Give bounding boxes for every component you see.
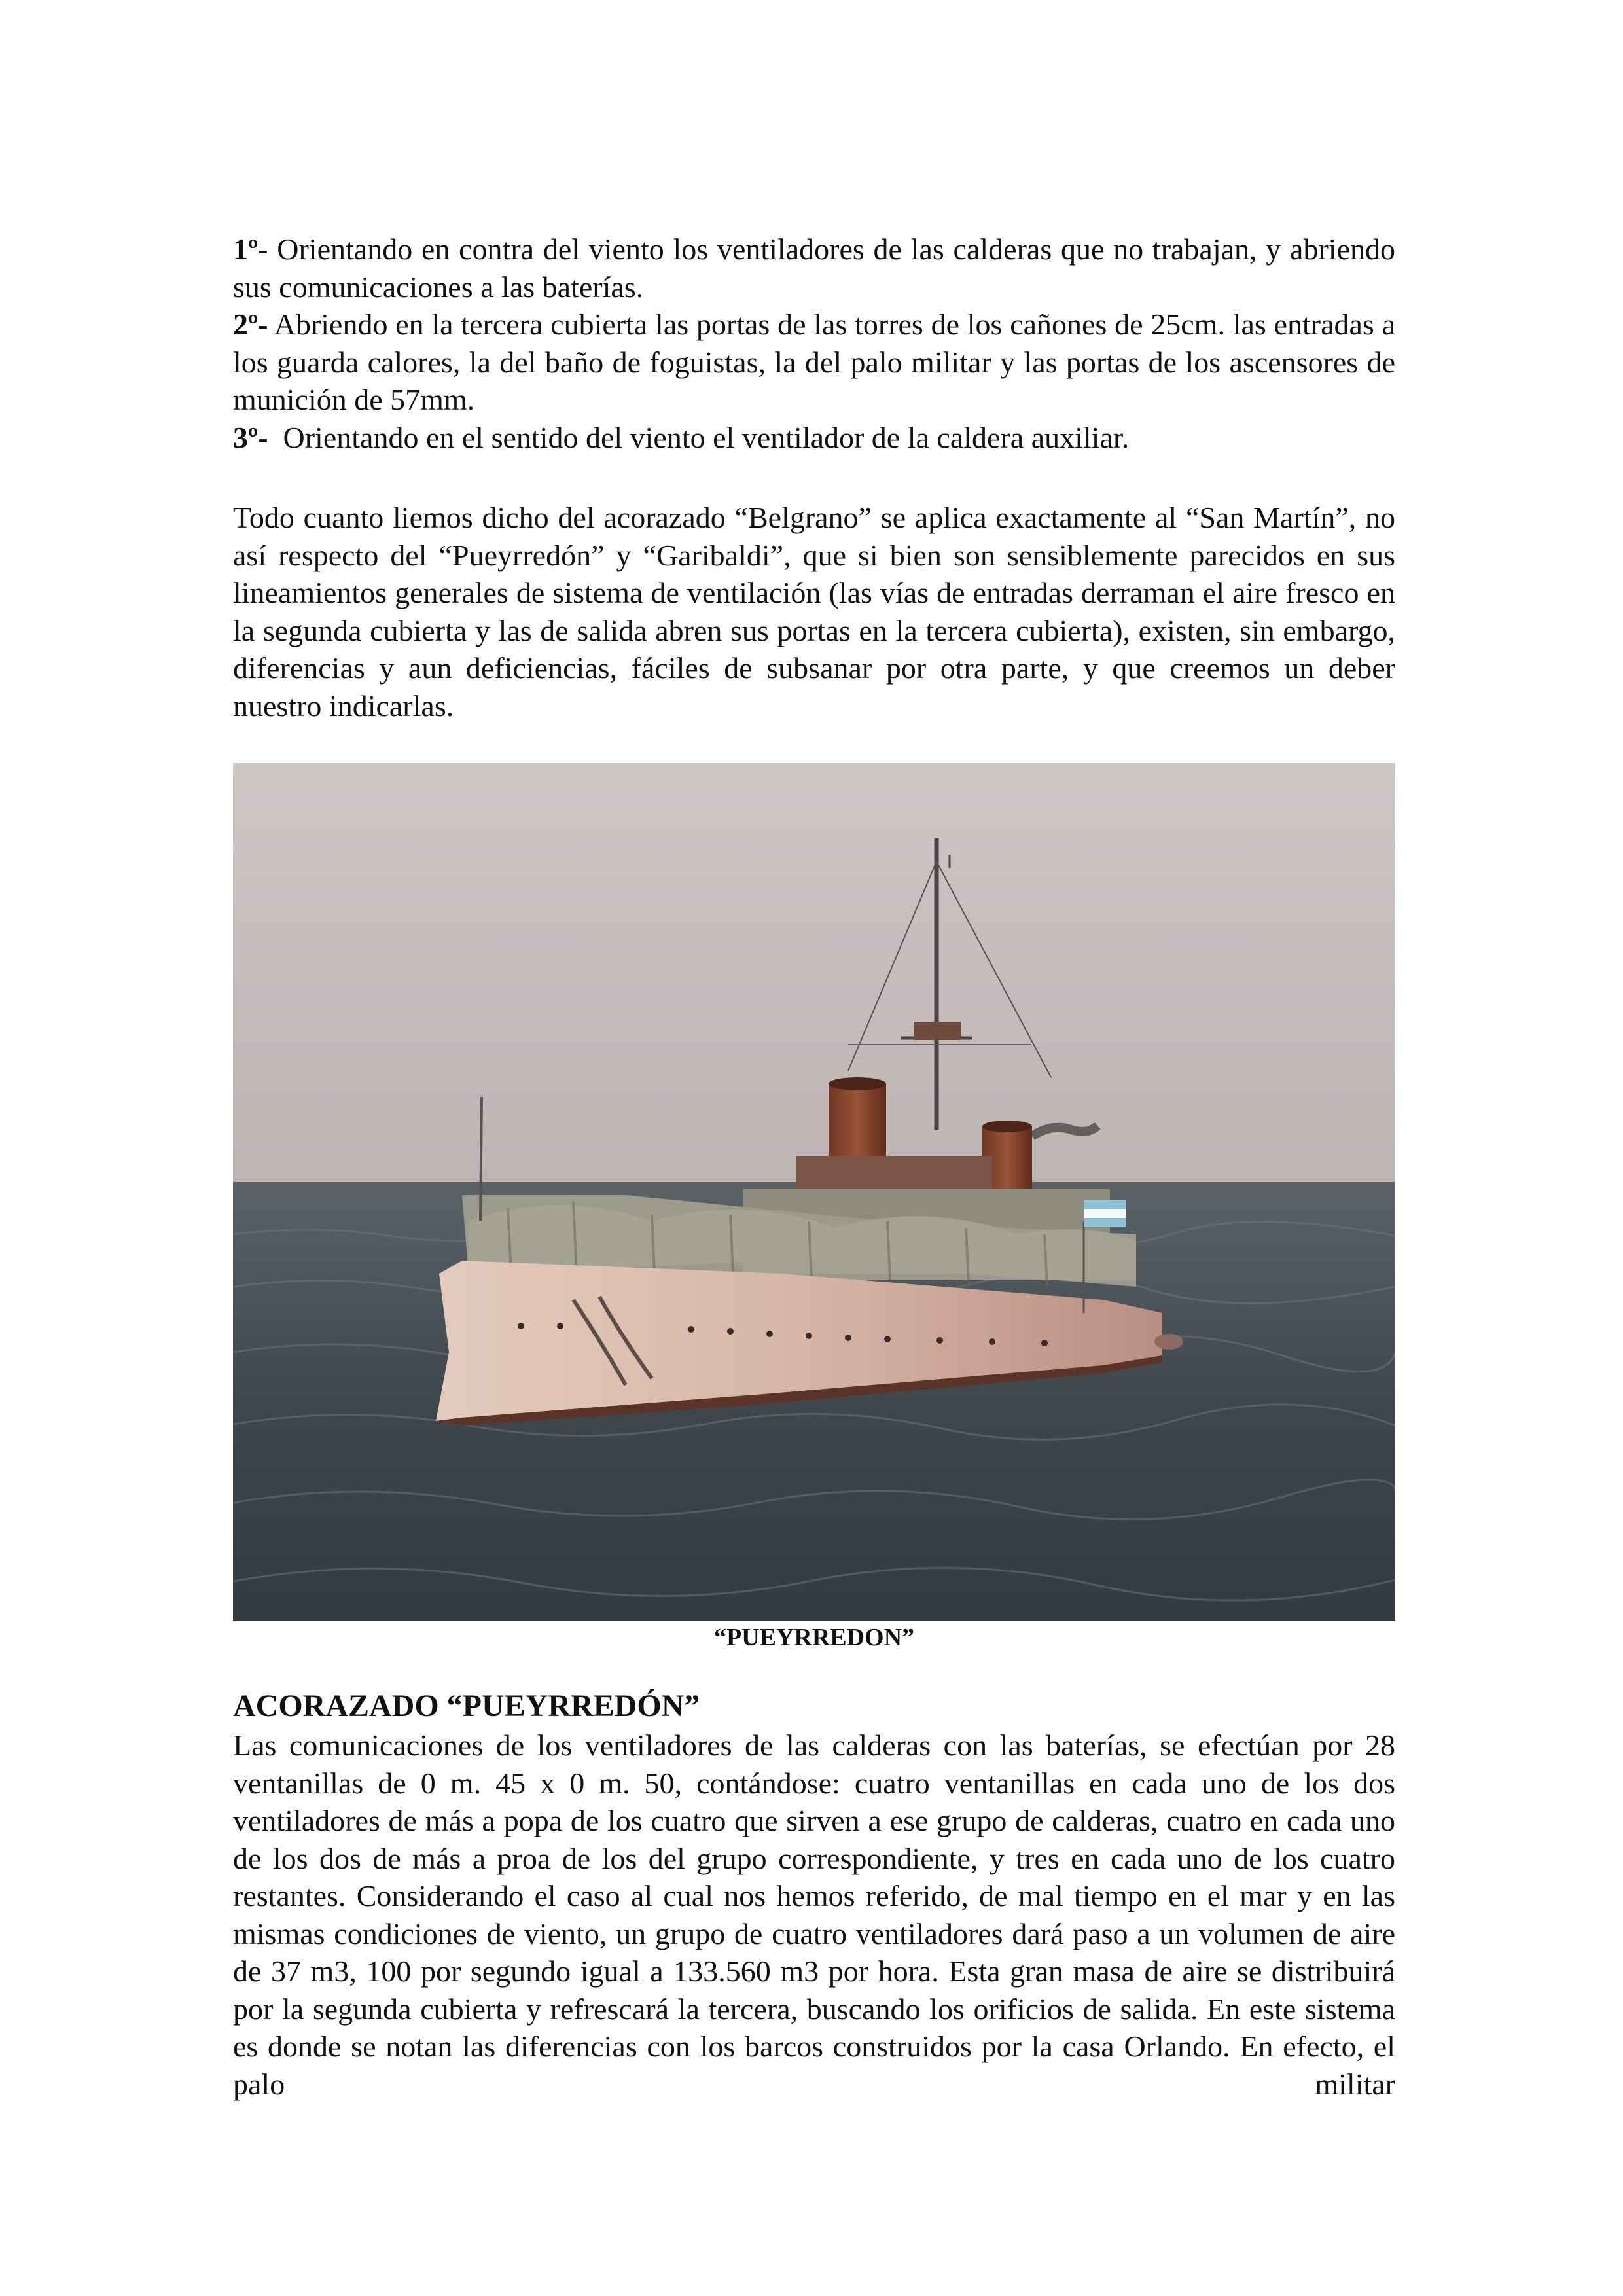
paragraph-belgrano bbox=[233, 499, 1395, 725]
paragraph-pueyrredon bbox=[233, 1727, 1395, 2103]
list-item-3 bbox=[233, 419, 1395, 457]
list-item-1 bbox=[233, 230, 1395, 306]
list-item-text: Abriendo en la tercera cubierta las portas de las torres de los cañones de 25cm. las entradas a los guarda calores, la del baño de foguistas, la del palo militar y las portas de los ascensores de munición de 57mm. bbox=[233, 308, 1395, 416]
list-item-text: Orientando en el sentido del viento el ventilador de la caldera auxiliar. bbox=[268, 420, 1130, 454]
ship-photo-illustration bbox=[233, 763, 1395, 1621]
paragraph-text: Todo cuanto liemos dicho del acorazado “Belgrano” se aplica exactamente al “San Martín”, no así respecto del “Pueyrredón” y “Garibaldi”, que si bien son sensiblemente parecidos en sus lineamientos generales de sistema de ventilación (las vías de entradas derraman el aire fresco en la segunda cubierta y las de salida abren sus portas en la tercera cubierta), existen, sin embargo, diferencias y aun deficiencias, fáciles de subsanar por otra parte, y que creemos un deber nuestro indicarlas. bbox=[233, 501, 1395, 723]
ship-photo bbox=[233, 763, 1395, 1621]
figure-caption: “PUEYRREDON” bbox=[713, 1624, 915, 1651]
section-heading: ACORAZADO “PUEYRREDÓN” bbox=[233, 1689, 700, 1723]
list-item-text: Orientando en contra del viento los ventiladores de las calderas que no trabajan, y abriendo sus comunicaciones a las baterías. bbox=[233, 232, 1395, 304]
list-item-number: 2º- bbox=[233, 308, 268, 341]
paragraph-text: Las comunicaciones de los ventiladores de las calderas con las baterías, se efectúan por 28 ventanillas de 0 m. 45 x 0 m. 50, contándose: cuatro ventanillas en cada uno de los dos ventiladores de más a popa de los cuatro que sirven a ese grupo de calderas, cuatro en cada uno de los dos de más a proa de los del grupo correspondiente, y tres en cada uno de los cuatro restantes. Considerando el caso al cual nos hemos referido, de mal tiempo en el mar y en las mismas condiciones de viento, un grupo de cuatro ventiladores dará paso a un volumen de aire de 37 m3, 100 por segundo igual a 133.560 m3 por hora. Esta gran masa de aire se distribuirá por la segunda cubierta y refrescará la tercera, buscando los orificios de salida. En este sistema es donde se notan las diferencias con los barcos construidos por la casa Orlando. En efecto, el palo militar bbox=[233, 1729, 1395, 2101]
list-item-2 bbox=[233, 306, 1395, 419]
list-item-number: 3º- bbox=[233, 420, 268, 454]
list-item-number: 1º- bbox=[233, 232, 268, 266]
list-block bbox=[233, 230, 1395, 456]
